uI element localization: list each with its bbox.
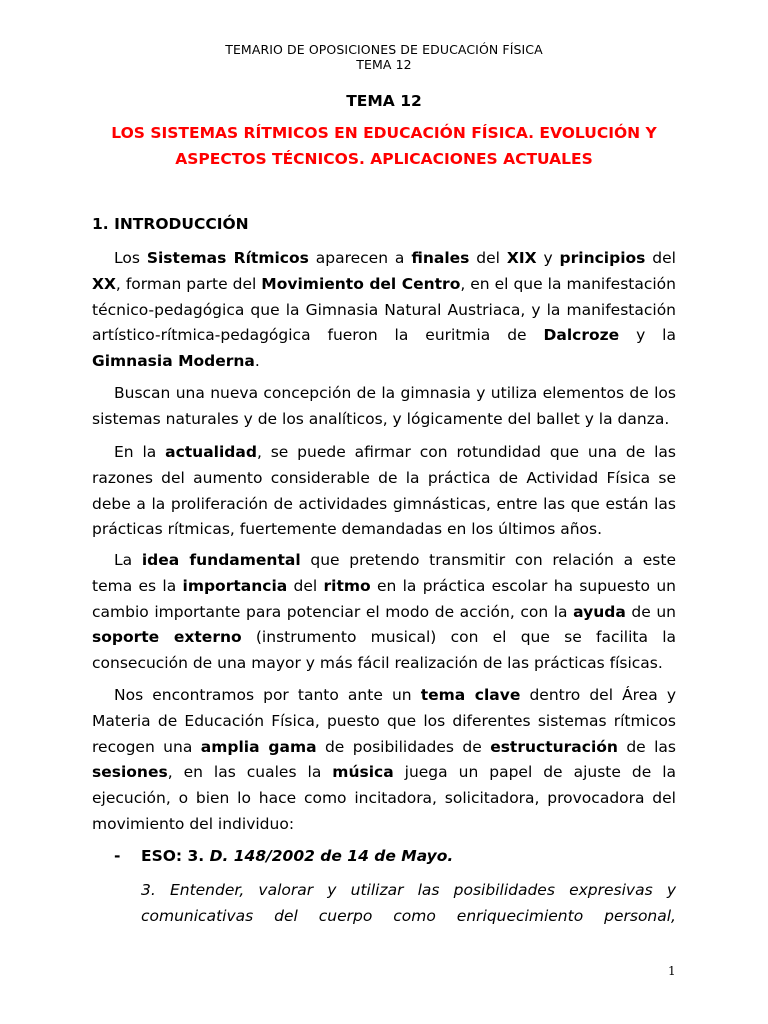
tema-heading: TEMA 12 [346,92,422,110]
bold-term: finales [411,249,470,267]
bold-term: idea fundamental [141,551,301,569]
bold-term: ritmo [323,576,371,595]
text-run: . [254,352,260,371]
text-run: del [287,576,324,595]
bold-term: XX [92,274,116,293]
paragraph [92,683,676,838]
page-number: 1 [668,964,676,978]
text-run: , se puede afirmar con rotundidad que una de las razones del aumento considerable de la práctica de Actividad Física se debe a la proliferación de actividades gimnásticas, entre las que están las prácticas rítmicas, fuertemente demandadas en los últimos años. [92,443,677,539]
bold-term: tema clave [420,686,521,704]
document-title-line-1: LOS SISTEMAS RÍTMICOS EN EDUCACIÓN FÍSICA. EVOLUCIÓN Y [111,124,657,142]
bold-term: importancia [182,576,288,595]
text-run: Los [114,249,147,267]
paragraph [92,246,676,375]
bold-term: soporte externo [92,628,242,647]
paragraph [92,440,676,543]
bold-term: actualidad [165,443,257,461]
paragraph [92,381,676,433]
section-heading: 1. INTRODUCCIÓN [92,215,249,233]
bullet-label: ESO: 3. [141,847,210,865]
bold-term: principios [559,249,646,267]
bold-term: sesiones [92,763,168,782]
text-run: La [114,551,142,569]
text-run: y [536,249,560,267]
bold-term: XIX [506,249,537,267]
bold-term: Dalcroze [543,326,620,345]
paragraph [92,548,676,677]
text-run: En la [114,443,166,461]
text-run: que pretendo transmitir con relación a este tema es la [92,551,676,595]
bold-term: amplia gama [200,737,317,756]
bullet-item [114,847,453,865]
text-run: de posibilidades de [316,737,491,756]
text-run: de las [617,737,676,756]
text-run: (instrumento musical) con el que se facilita la consecución de una mayor y más fácil realización de las prácticas físicas. [92,628,676,673]
bold-term: música [332,763,394,782]
text-run: juega un papel de ajuste de la ejecución, o bien lo hace como incitadora, solicitadora, provocadora del movimiento del individuo: [92,763,677,833]
bold-term: Sistemas Rítmicos [146,249,309,267]
text-run: de un [625,602,676,621]
text-run: aparecen a [308,249,412,267]
bullet-citation: D. 148/2002 de 14 de Mayo. [209,847,454,865]
bold-term: Movimiento del Centro [261,274,461,293]
running-header-title: TEMARIO DE OPOSICIONES DE EDUCACIÓN FÍSICA [225,42,543,57]
text-run: , forman parte del [115,274,262,293]
text-run: Buscan una nueva concepción de la gimnasia y utiliza elementos de los sistemas naturales y de los analíticos, y lógicamente del ballet y la danza. [92,384,676,428]
document-title-line-2: ASPECTOS TÉCNICOS. APLICACIONES ACTUALES [175,150,593,168]
text-run: del [645,249,676,267]
text-run: en la práctica escolar ha supuesto un cambio importante para potenciar el modo de acción, con la [92,576,676,621]
bold-term: Gimnasia Moderna [92,352,255,371]
bold-term: ayuda [573,602,626,621]
text-run: , en el que la manifestación técnico-pedagógica que la Gimnasia Natural Austriaca, y la manifestación artístico-rítmica-pedagógica fueron la euritmia de [92,274,676,345]
quoted-objective: 3. Entender, valorar y utilizar las posibilidades expresivas y comunicativas del cuerpo como enriquecimiento personal, [141,881,676,925]
bullet-dash: - [114,847,121,865]
bold-term: estructuración [490,737,618,756]
text-run: Nos encontramos por tanto ante un [114,686,421,704]
running-header-subtitle: TEMA 12 [356,57,412,72]
text-run: dentro del Área y Materia de Educación Física, puesto que los diferentes sistemas rítmicos recogen una [92,686,677,756]
text-run: , en las cuales la [167,763,333,782]
text-run: y la [619,326,676,345]
text-run: del [469,249,507,267]
